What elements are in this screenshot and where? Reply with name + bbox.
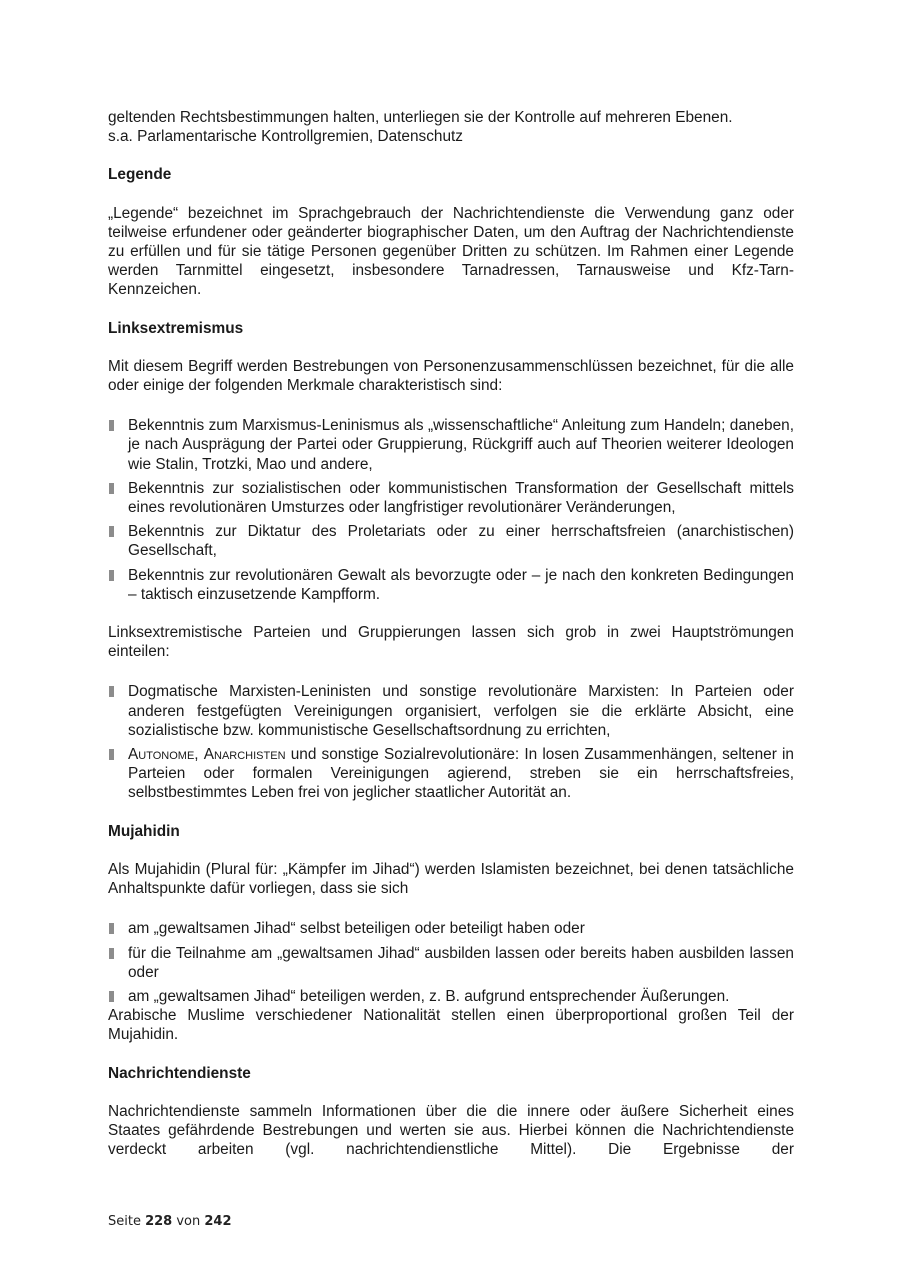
bullet-icon	[109, 948, 114, 959]
bullet-icon	[109, 991, 114, 1002]
heading-mujahidin: Mujahidin	[108, 822, 180, 840]
intro-line-2: s.a. Parlamentarische Kontrollgremien, Datenschutz	[108, 128, 464, 146]
list-item: am „gewaltsamen Jihad“ selbst beteiligen oder beteiligt haben oder	[108, 919, 794, 938]
list-item: Bekenntnis zur revolutionären Gewalt als bevorzugte oder – je nach den konkreten Bedingungen – taktisch einzusetzende Kampfform.	[108, 566, 794, 604]
bullet-icon	[109, 483, 114, 494]
bullet-icon	[109, 420, 114, 431]
bullet-icon	[109, 749, 114, 760]
intro-line-1: geltenden Rechtsbestimmungen halten, unterliegen sie der Kontrolle auf mehreren Ebenen.	[108, 109, 733, 126]
bullet-icon	[109, 686, 114, 697]
mujahidin-criteria-list	[108, 919, 794, 982]
linksextremismus-intro: Mit diesem Begriff werden Bestrebungen von Personenzusammenschlüssen bezeichnet, für die alle oder einige der folgenden Merkmale charakteristisch sind:	[108, 357, 794, 395]
nachrichtendienste-paragraph: Nachrichtendienste sammeln Informationen über die die innere oder äußere Sicherheit eines Staates gefährdende Bestrebungen und werten sie aus. Hierbei können die Nachrichtendienste verdeckt arbeiten (vgl. nachrichtendienstliche Mittel). Die Ergebnisse der	[108, 1102, 794, 1159]
list-item: Bekenntnis zur Diktatur des Proletariats oder zu einer herrschaftsfreien (anarchistischen) Gesellschaft,	[108, 522, 794, 560]
page-footer: Seite 228 von 242	[108, 1214, 232, 1229]
mujahidin-last-item: am „gewaltsamen Jihad“ beteiligen werden, z. B. aufgrund entsprechender Äußerungen.	[108, 987, 794, 1006]
heading-linksextremismus: Linksextremismus	[108, 319, 244, 337]
current-page-number: 228	[145, 1214, 173, 1229]
anarchisten-label: Anarchisten	[203, 746, 286, 764]
list-item: Bekenntnis zur sozialistischen oder kommunistischen Transformation der Gesellschaft mittels eines revolutionären Umsturzes oder langfristiger revolutionärer Veränderungen,	[108, 479, 794, 517]
bullet-icon	[109, 923, 114, 934]
linksextremismus-split-intro: Linksextremistische Parteien und Gruppierungen lassen sich grob in zwei Hauptströmungen einteilen:	[108, 624, 794, 661]
linksextremismus-criteria-list	[108, 416, 794, 604]
list-item: Dogmatische Marxisten-Leninisten und sonstige revolutionäre Marxisten: In Parteien oder anderen festgefügten Vereinigungen organisiert, verfolgen sie die erklärte Absicht, eine sozialistische bzw. kommunistische Gesellschaftsordnung zu errichten,	[108, 682, 794, 740]
heading-nachrichtendienste: Nachrichtendienste	[108, 1064, 251, 1082]
list-item: Bekenntnis zum Marxismus-Leninismus als „wissenschaftliche“ Anleitung zum Handeln; daneben, je nach Ausprägung der Partei oder Gruppierung, Rückgriff auch auf Theorien weiterer Ideologen wie Stalin, Trotzki, Mao und andere,	[108, 416, 794, 474]
list-item: Autonome, Anarchisten und sonstige Sozialrevolutionäre: In losen Zusammenhängen, seltener in Parteien oder formalen Vereinigungen agierend, streben sie ein herrschaftsfreies, selbstbestimmtes Leben frei von jeglicher staatlicher Autorität an.	[108, 745, 794, 803]
mujahidin-intro: Als Mujahidin (Plural für: „Kämpfer im Jihad“) werden Islamisten bezeichnet, bei denen tatsächliche Anhaltspunkte dafür vorliegen, dass sie sich	[108, 860, 794, 898]
bullet-icon	[109, 570, 114, 581]
legende-paragraph: „Legende“ bezeichnet im Sprachgebrauch der Nachrichtendienste die Verwendung ganz oder teilweise erfundener oder geänderter biographischer Daten, um den Auftrag der Nachrichtendienste zu erfüllen und für sie tätige Personen gegenüber Dritten zu schützen. Im Rahmen einer Legende werden Tarnmittel eingesetzt, insbesondere Tarnadressen, Tarnausweise und Kfz-Tarn-Kennzeichen.	[108, 204, 794, 299]
linksextremismus-currents-list	[108, 682, 794, 802]
document-page	[108, 108, 794, 1159]
autonome-label: Autonome	[128, 746, 195, 764]
heading-legende: Legende	[108, 166, 172, 184]
total-page-number: 242	[204, 1214, 232, 1229]
mujahidin-after: Arabische Muslime verschiedener Nationalität stellen einen überproportional großen Teil der Mujahidin.	[108, 1007, 794, 1044]
list-item: für die Teilnahme am „gewaltsamen Jihad“ ausbilden lassen oder bereits haben ausbilden lassen oder	[108, 944, 794, 982]
bullet-icon	[109, 526, 114, 537]
